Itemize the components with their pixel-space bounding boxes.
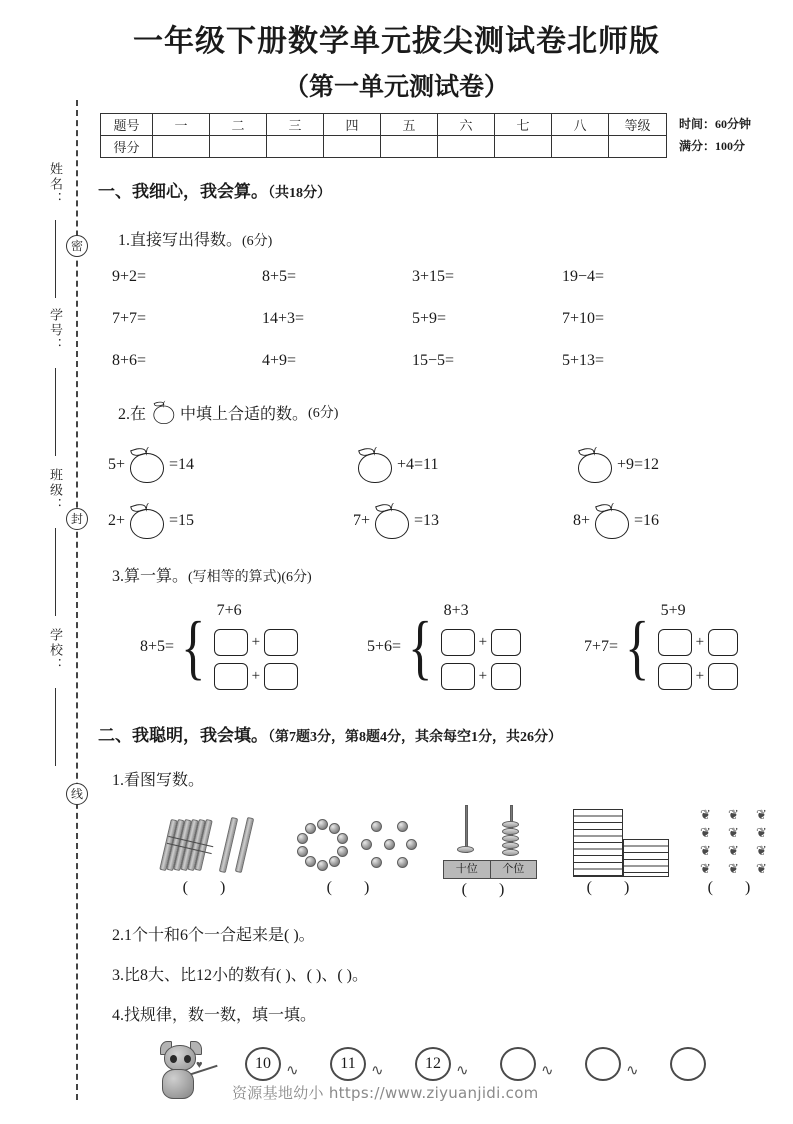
apple-icon[interactable] — [127, 447, 167, 483]
number-chain — [150, 1035, 790, 1115]
score-col-8: 八 — [552, 114, 609, 136]
q2-2-text[interactable]: 2.1个十和6个一合起来是( )。 — [112, 927, 315, 944]
apple-equation[interactable] — [353, 503, 573, 539]
plus-sign: + — [478, 633, 488, 650]
seal-field-name: 姓名： — [48, 162, 63, 207]
section-2-points: （第7题3分，第8题4分，其余每空1分，共26分） — [268, 730, 562, 745]
calc-item[interactable]: 8+5= — [262, 268, 297, 285]
score-col-grade: 等级 — [609, 114, 667, 136]
score-blank-5[interactable] — [381, 136, 438, 158]
q1-3-note: (写相等的算式) — [188, 570, 282, 585]
calc-item[interactable]: 7+7= — [112, 310, 147, 327]
mascot-illustration — [150, 1039, 212, 1105]
brace-lead-expression: 5+6= — [367, 638, 402, 655]
apple-eq-right: +9=12 — [617, 456, 660, 473]
chain-ring-blank — [585, 1047, 621, 1081]
calc-item[interactable]: 7+10= — [562, 310, 605, 327]
beads-icon — [293, 815, 418, 877]
brace-top-expression: 8+3 — [443, 602, 469, 619]
brace-top-expression: 5+9 — [660, 602, 686, 619]
brace-group — [140, 602, 298, 692]
seal-char-xian: 线 — [66, 783, 88, 805]
sticks-icon — [163, 815, 259, 877]
score-blank-3[interactable] — [267, 136, 324, 158]
picture-item-abacus — [425, 795, 555, 899]
brace-rows — [441, 602, 521, 692]
apple-equation[interactable] — [353, 447, 573, 483]
brace-rows — [214, 602, 298, 692]
section-2-heading — [98, 721, 562, 746]
chain-ring-blank — [500, 1047, 536, 1081]
chain-squiggle-icon: ∿ — [371, 1061, 384, 1079]
answer-blank[interactable]: ( ) — [586, 879, 644, 896]
brace-top-expression: 7+6 — [216, 602, 242, 619]
apple-equation[interactable] — [573, 447, 659, 483]
picture-item-flowers — [676, 795, 793, 897]
q1-2-label-after: 中填上合适的数。 — [180, 405, 309, 423]
chain-node[interactable] — [500, 1047, 536, 1081]
chain-ring-value: 10 — [245, 1047, 281, 1081]
answer-blank[interactable]: ( ) — [182, 879, 240, 896]
calc-item[interactable]: 9+2= — [112, 268, 147, 285]
apple-icon[interactable] — [575, 447, 615, 483]
score-blank-grade[interactable] — [609, 136, 667, 158]
answer-box[interactable] — [491, 663, 521, 690]
section-1-points: （共18分） — [268, 186, 331, 201]
apple-equation[interactable] — [108, 447, 353, 483]
seal-rule-3 — [55, 528, 56, 616]
brace-group — [367, 602, 521, 692]
sticks-illustration — [152, 795, 270, 877]
beads-illustration — [285, 795, 425, 877]
apple-equation[interactable] — [573, 503, 659, 539]
left-brace-icon: { — [625, 606, 650, 687]
answer-blank[interactable]: ( ) — [326, 879, 384, 896]
score-blank-2[interactable] — [210, 136, 267, 158]
left-brace-icon: { — [181, 606, 206, 687]
q1-2-label-before: 2.在 — [118, 405, 147, 423]
apple-eq-right: =13 — [414, 512, 440, 529]
apple-eq-left: 7+ — [353, 512, 371, 529]
answer-box[interactable] — [214, 663, 248, 690]
brace-group — [584, 602, 738, 692]
blocks-icon — [565, 805, 665, 877]
plus-sign: + — [251, 667, 261, 684]
score-table — [100, 113, 667, 158]
table-row-score — [101, 136, 667, 158]
brace-rows — [658, 602, 738, 692]
q1-3-points: (6分) — [281, 570, 312, 585]
brace-answer-row — [441, 626, 521, 658]
chain-node[interactable] — [415, 1047, 451, 1081]
arithmetic-row — [112, 268, 712, 310]
score-row-label-number: 题号 — [101, 114, 153, 136]
apple-eq-right: =14 — [169, 456, 195, 473]
chain-node[interactable] — [585, 1047, 621, 1081]
score-row-label-score: 得分 — [101, 136, 153, 158]
plus-sign: + — [695, 667, 705, 684]
apple-eq-left: 5+ — [108, 456, 126, 473]
seal-rule-1 — [55, 220, 56, 298]
apple-equation[interactable] — [108, 503, 353, 539]
apple-eq-right: =15 — [169, 512, 195, 529]
watermark: 资源基地幼小 https://www.ziyuanjidi.com — [232, 1084, 539, 1102]
heart-icon: ♥ — [196, 1059, 203, 1071]
calc-item[interactable]: 5+9= — [412, 310, 447, 327]
answer-box[interactable] — [441, 663, 475, 690]
seal-field-class: 班级： — [48, 468, 63, 513]
chain-node[interactable] — [670, 1047, 706, 1081]
title-main: 一年级下册数学单元拔尖测试卷北师版 — [133, 25, 660, 58]
apple-equations — [108, 437, 748, 549]
apple-icon — [151, 401, 175, 423]
brace-answer-row — [214, 660, 298, 692]
answer-box[interactable] — [658, 629, 692, 656]
arithmetic-row — [112, 310, 712, 352]
seal-rule-4 — [55, 688, 56, 766]
calc-item[interactable]: 5+13= — [562, 352, 605, 369]
calc-item[interactable]: 14+3= — [262, 310, 305, 327]
score-blank-1[interactable] — [153, 136, 210, 158]
calc-item[interactable]: 19−4= — [562, 268, 605, 285]
abacus-icon — [443, 799, 537, 879]
score-blank-6[interactable] — [438, 136, 495, 158]
answer-box[interactable] — [708, 629, 738, 656]
answer-blank[interactable]: ( ) — [461, 881, 519, 898]
picture-count-row — [120, 795, 780, 905]
chain-squiggle-icon: ∿ — [541, 1061, 554, 1079]
arithmetic-row — [112, 352, 712, 394]
picture-item-beads — [285, 795, 425, 897]
score-col-3: 三 — [267, 114, 324, 136]
apple-row — [108, 437, 748, 493]
chain-ring-blank — [670, 1047, 706, 1081]
score-table-wrap — [100, 113, 751, 158]
blocks-illustration — [550, 795, 680, 877]
seal-char-feng: 封 — [66, 508, 88, 530]
answer-box[interactable] — [708, 663, 738, 690]
section-1-title: 一、我细心，我会算。 — [98, 182, 268, 201]
brace-answer-row — [658, 626, 738, 658]
exam-time: 时间：60分钟 — [679, 117, 752, 131]
chain-node[interactable] — [330, 1047, 366, 1081]
score-col-7: 七 — [495, 114, 552, 136]
exam-info — [679, 113, 751, 157]
plus-sign: + — [251, 633, 261, 650]
apple-row — [108, 493, 748, 549]
score-col-6: 六 — [438, 114, 495, 136]
seal-char-mi: 密 — [66, 235, 88, 257]
plus-sign: + — [478, 667, 488, 684]
answer-box[interactable] — [264, 629, 298, 656]
flowers-illustration — [676, 795, 793, 877]
apple-eq-left: 8+ — [573, 512, 591, 529]
apple-eq-right: +4=11 — [397, 456, 439, 473]
abacus-label-tens: 十位 — [444, 861, 491, 878]
calc-item[interactable]: 15−5= — [412, 352, 455, 369]
q2-3-text[interactable]: 3.比8大、比12小的数有( )、( )、( )。 — [112, 967, 368, 984]
flowers-icon: ❦ ❦ ❦ ❦ ❦ ❦ ❦ ❦ ❦ ❦ ❦ ❦ — [700, 808, 767, 877]
answer-box[interactable] — [214, 629, 248, 656]
chain-node[interactable] — [245, 1047, 281, 1081]
calc-item[interactable]: 3+15= — [412, 268, 455, 285]
q1-1-heading — [118, 227, 272, 250]
calc-item[interactable]: 4+9= — [262, 352, 297, 369]
score-blank-7[interactable] — [495, 136, 552, 158]
answer-box[interactable] — [264, 663, 298, 690]
score-col-2: 二 — [210, 114, 267, 136]
apple-icon[interactable] — [372, 503, 412, 539]
q1-3-heading — [112, 563, 312, 586]
abacus-base — [443, 860, 537, 879]
title-subtitle: （第一单元测试卷） — [283, 74, 509, 101]
section-1-heading — [98, 177, 331, 202]
seal-field-school: 学校： — [48, 628, 63, 673]
q1-3-label: 3.算一算。 — [112, 568, 189, 585]
brace-lead-expression: 7+7= — [584, 638, 619, 655]
score-blank-4[interactable] — [324, 136, 381, 158]
q1-1-label: 1.直接写出得数。 — [118, 232, 243, 249]
brace-answer-row — [658, 660, 738, 692]
answer-blank[interactable]: ( ) — [707, 879, 765, 896]
equal-expression-groups — [112, 602, 762, 712]
section-2-title: 二、我聪明，我会填。 — [98, 726, 268, 745]
picture-item-sticks — [152, 795, 270, 897]
apple-eq-left: 2+ — [108, 512, 126, 529]
abacus-illustration — [425, 795, 555, 879]
q1-1-points: (6分) — [242, 234, 273, 249]
q1-2-points: (6分) — [308, 406, 339, 421]
seal-rule-2 — [55, 368, 56, 456]
plus-sign: + — [695, 633, 705, 650]
chain-squiggle-icon: ∿ — [286, 1061, 299, 1079]
exam-total-score: 满分：100分 — [679, 139, 746, 153]
answer-box[interactable] — [658, 663, 692, 690]
brace-answer-row — [214, 626, 298, 658]
brace-answer-row — [441, 660, 521, 692]
q2-1-heading: 1.看图写数。 — [112, 772, 205, 789]
left-brace-icon: { — [408, 606, 433, 687]
page-title — [0, 16, 793, 103]
arithmetic-grid — [112, 268, 712, 394]
abacus-label-ones: 个位 — [502, 863, 525, 875]
chain-ring-value: 12 — [415, 1047, 451, 1081]
q1-2-heading — [118, 398, 338, 426]
calc-item[interactable]: 8+6= — [112, 352, 147, 369]
chain-squiggle-icon: ∿ — [456, 1061, 469, 1079]
seal-margin — [40, 100, 92, 1100]
answer-box[interactable] — [491, 629, 521, 656]
score-col-1: 一 — [153, 114, 210, 136]
apple-icon[interactable] — [592, 503, 632, 539]
apple-icon[interactable] — [355, 447, 395, 483]
brace-lead-expression: 8+5= — [140, 638, 175, 655]
score-col-5: 五 — [381, 114, 438, 136]
apple-icon[interactable] — [127, 503, 167, 539]
answer-box[interactable] — [441, 629, 475, 656]
apple-eq-right: =16 — [634, 512, 660, 529]
seal-field-student-id: 学号： — [48, 308, 63, 353]
chain-squiggle-icon: ∿ — [626, 1061, 639, 1079]
q2-4-heading: 4.找规律，数一数，填一填。 — [112, 1007, 317, 1024]
score-col-4: 四 — [324, 114, 381, 136]
score-blank-8[interactable] — [552, 136, 609, 158]
chain-ring-value: 11 — [330, 1047, 366, 1081]
table-row-header — [101, 114, 667, 136]
picture-item-blocks — [550, 795, 680, 897]
